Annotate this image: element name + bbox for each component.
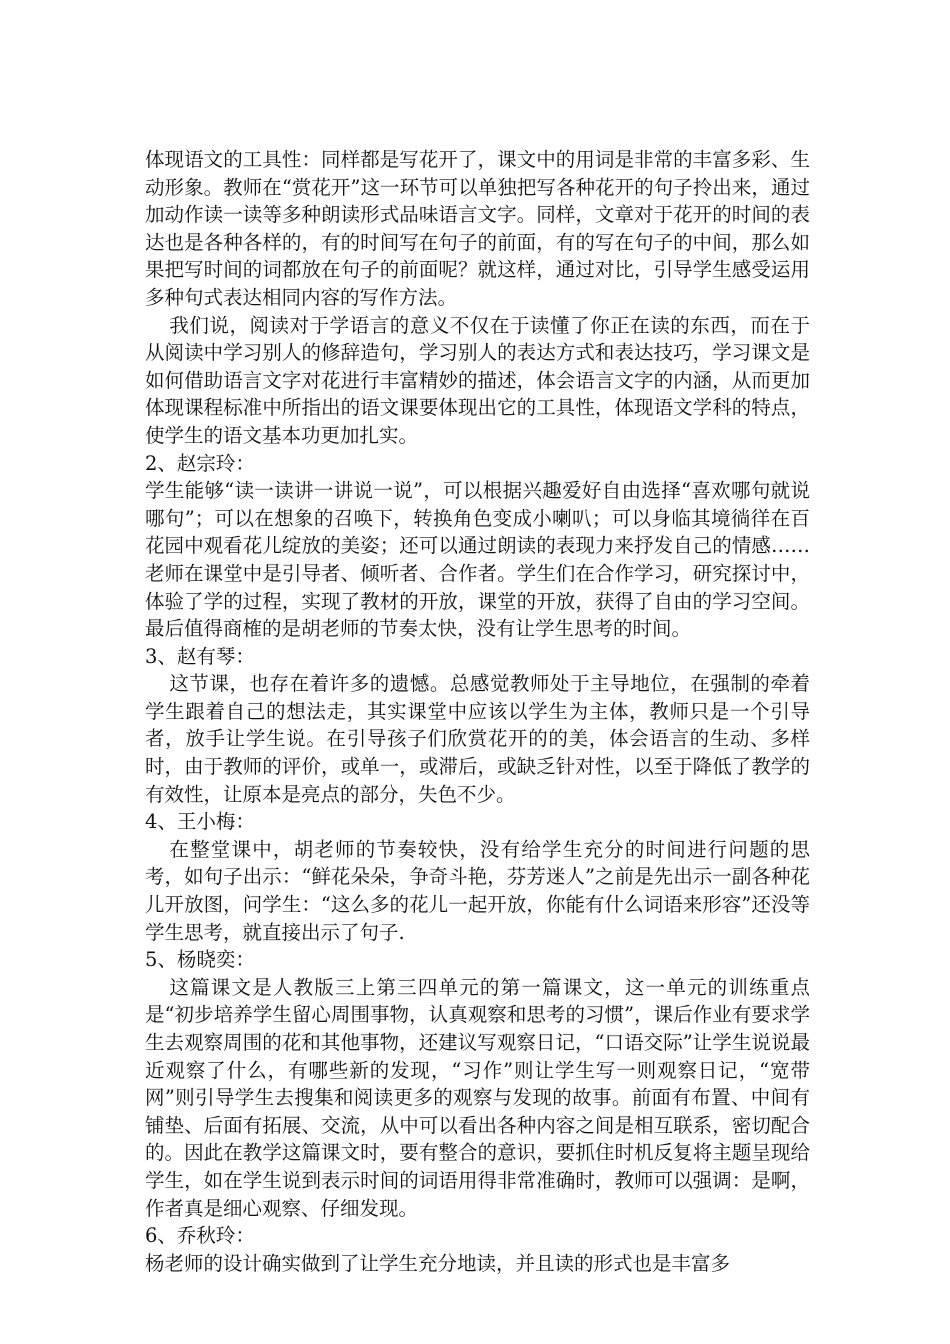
section-heading-wang-xiaomei: 4、王小梅： [145,810,255,834]
paragraph-zhao-zongling: 学生能够“读一读讲一讲说一说”，可以根据兴趣爱好自由选择“喜欢哪句就说哪句”；可以在想象的召唤下，转换角色变成小喇叭；可以身临其境徜徉在百花园中观看花儿绽放的美姿；还可以通过朗读的表现力来抒发自己的情感……老师在课堂中是引导者、倾听者、合作者。学生们在合作学习，研究探讨中，体验了学的过程，实现了教材的开放，课堂的开放，获得了自由的学习空间。最后值得商榷的是胡老师的节奏太快，没有让学生思考的时间。 [145,479,810,641]
section-heading-zhao-zongling: 2、赵宗玲： [145,451,255,475]
document-page [145,146,810,1277]
paragraph-tool-nature: 体现语文的工具性：同样都是写花开了，课文中的用词是非常的丰富多彩、生动形象。教师在“赏花开”这一环节可以单独把写各种花开的句子拎出来，通过加动作读一读等多种朗读形式品味语言文字。同样，文章对于花开的时间的表达也是各种各样的，有的时间写在句子的前面，有的写在句子的中间，那么如果把写时间的词都放在句子的前面呢？就这样，通过对比，引导学生感受运用多种句式表达相同内容的写作方法。 [145,148,810,309]
paragraph-yang-xiaoyi: 这篇课文是人教版三上第三四单元的第一篇课文，这一单元的训练重点是“初步培养学生留心周围事物，认真观察和思考的习惯”，课后作业有要求学生去观察周围的花和其他事物，还建议写观察日记，“口语交际”让学生说说最近观察了什么，有哪些新的发现，“习作”则让学生写一则观察日记，“宽带网”则引导学生去搜集和阅读更多的观察与发现的故事。前面有布置、中间有铺垫、后面有拓展、交流，从中可以看出各种内容之间是相互联系，密切配合的。因此在教学这篇课文时，要有整合的意识，要抓住时机反复将主题呈现给学生，如在学生说到表示时间的词语用得非常准确时，教师可以强调：是啊，作者真是细心观察、仔细发现。 [145,975,810,1220]
section-heading-zhao-youqin: 3、赵有琴： [145,644,255,668]
paragraph-zhao-youqin: 这节课，也存在着许多的遗憾。总感觉教师处于主导地位，在强制的牵着学生跟着自己的想法走，其实课堂中应该以学生为主体，教师只是一个引导者，放手让学生说。在引导孩子们欣赏花开的的美，体会语言的生动、多样时，由于教师的评价，或单一，或滞后，或缺乏针对性，以至于降低了教学的有效性，让原本是亮点的部分，失色不少。 [145,672,810,806]
paragraph-qiao-qiuling: 杨老师的设计确实做到了让学生充分地读，并且读的形式也是丰富多 [145,1251,731,1275]
paragraph-wang-xiaomei: 在整堂课中，胡老师的节奏较快，没有给学生充分的时间进行问题的思考，如句子出示：“鲜花朵朵，争奇斗艳，芬芳迷人”之前是先出示一副各种花儿开放图，问学生：“这么多的花儿一起开放，你能有什么词语来形容”还没等学生思考，就直接出示了句子. [145,837,810,944]
paragraph-reading-meaning: 我们说，阅读对于学语言的意义不仅在于读懂了你正在读的东西，而在于从阅读中学习别人的修辞造句，学习别人的表达方式和表达技巧，学习课文是如何借助语言文字对花进行丰富精妙的描述，体会语言文字的内涵，从而更加体现课程标准中所指出的语文课要体现出它的工具性，体现语文学科的特点，使学生的语文基本功更加扎实。 [145,313,810,447]
section-heading-qiao-qiuling: 6、乔秋玲： [145,1224,255,1248]
section-heading-yang-xiaoyi: 5、杨晓奕： [145,948,255,972]
